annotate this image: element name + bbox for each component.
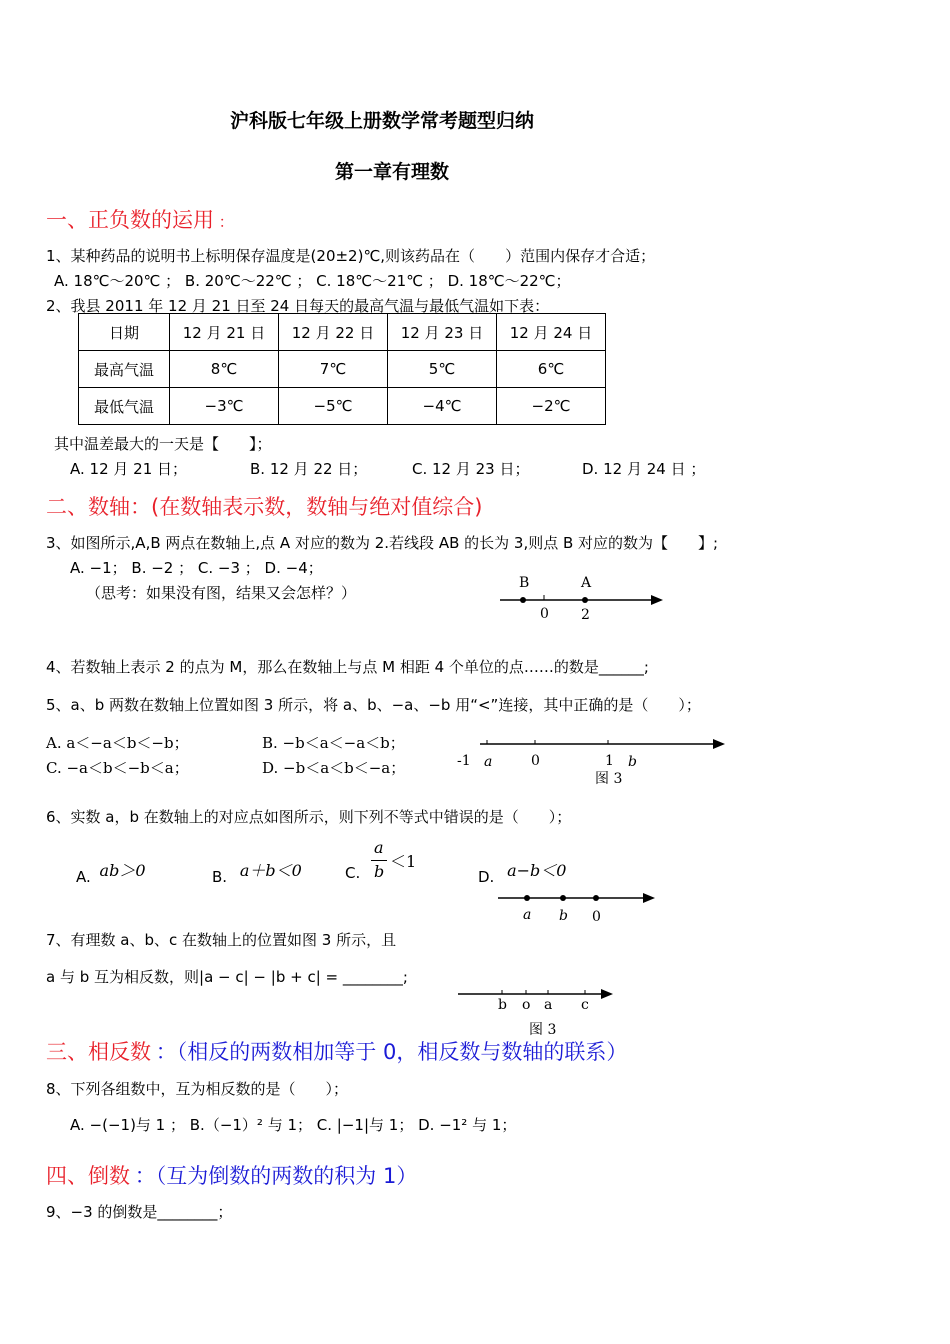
section-1-label: 一、正负数的运用 [46, 208, 214, 232]
q2-option-c: C. 12 月 23 日； [412, 460, 530, 478]
q6-option-c-denominator: b [374, 862, 385, 881]
q3-number-line [495, 572, 675, 632]
label-a: a [523, 907, 532, 923]
table-cell: 最高气温 [79, 351, 170, 388]
fig-caption: 图 3 [529, 1022, 557, 1038]
q8-options: A. −(−1)与 1 ； B.（−1）² 与 1； C. |−1|与 1； D. −1² 与 1； [70, 1116, 517, 1134]
q2-option-a: A. 12 月 21 日； [70, 460, 188, 478]
label-zero: 0 [531, 753, 540, 769]
table-cell: 12 月 24 日 [497, 314, 606, 351]
chapter-title: 第一章有理数 [335, 161, 450, 183]
q6-option-c-rest: ＜1 [390, 852, 417, 871]
q6-option-d [478, 861, 567, 887]
q3-stem: 3、如图所示,A,B 两点在数轴上,点 A 对应的数为 2.若线段 AB 的长为 3,则点 B 对应的数为【 】; [46, 534, 719, 552]
table-cell: 12 月 21 日 [170, 314, 279, 351]
point-a [524, 895, 530, 901]
table-cell: 日期 [79, 314, 170, 351]
table-cell: 最低气温 [79, 388, 170, 425]
label-b: B [519, 575, 530, 591]
table-cell: 12 月 23 日 [388, 314, 497, 351]
point-b [560, 895, 566, 901]
q7-line2: a 与 b 互为相反数，则|a − c| − |b + c| = ________; [46, 968, 408, 986]
q2-option-b: B. 12 月 22 日； [250, 460, 368, 478]
label-b: b [628, 754, 637, 770]
q5-stem: 5、a、b 两数在数轴上位置如图 3 所示，将 a、b、−a、−b 用“<”连接，其中正确的是（ ）； [46, 696, 701, 714]
table-cell: 6℃ [497, 351, 606, 388]
label-one: 1 [605, 753, 614, 769]
point-a [582, 597, 588, 603]
table-cell: 5℃ [388, 351, 497, 388]
table-cell: −5℃ [279, 388, 388, 425]
fig-caption: 图 3 [595, 771, 623, 787]
q3-think: （思考：如果没有图，结果又会怎样？） [86, 584, 357, 602]
label-b: b [559, 908, 568, 924]
section-3-label: 三、相反数 [46, 1040, 151, 1064]
q6-option-a [76, 861, 146, 887]
label-a: A [581, 575, 592, 591]
section-4-label: 四、倒数 [46, 1164, 130, 1188]
q5-option-a: A. a＜−a＜b＜−b； [46, 734, 189, 752]
section-4-heading [46, 1160, 417, 1190]
section-3-note: ：（相反的两数相加等于 0，相反数与数轴的联系） [155, 1040, 628, 1064]
section-1-heading [46, 204, 234, 234]
table-cell: −4℃ [388, 388, 497, 425]
label-c: c [581, 997, 589, 1013]
option-expr: ab＞0 [99, 861, 146, 880]
option-letter: B. [212, 868, 228, 886]
q6-stem: 6、实数 a，b 在数轴上的对应点如图所示，则下列不等式中错误的是（ ）； [46, 808, 572, 826]
arrow-head [601, 989, 613, 999]
q6-number-line [495, 886, 665, 926]
arrow-head [643, 893, 655, 903]
arrow-head [713, 739, 725, 749]
label-minus-one: -1 [457, 753, 471, 769]
point-zero [593, 895, 599, 901]
q5-option-c: C. −a＜b＜−b＜a； [46, 759, 189, 777]
q5-option-b: B. −b＜a＜−a＜b； [262, 734, 405, 752]
q4-stem: 4、若数轴上表示 2 的点为 M，那么在数轴上与点 M 相距 4 个单位的点……的数是______; [46, 658, 649, 676]
q5-number-line [455, 732, 735, 792]
fraction-bar [371, 860, 387, 861]
label-two: 2 [581, 607, 590, 623]
temperature-table [78, 313, 606, 425]
option-letter: A. [76, 868, 91, 886]
q1-stem: 1、某种药品的说明书上标明保存温度是(20±2)℃,则该药品在（ ）范围内保存才合适； [46, 247, 656, 265]
q7-stem: 7、有理数 a、b、c 在数轴上的位置如图 3 所示，且 [46, 931, 397, 949]
point-b [520, 597, 526, 603]
option-expr: a−b＜0 [507, 861, 567, 880]
table-cell: −2℃ [497, 388, 606, 425]
q2-stem: 2、我县 2011 年 12 月 21 日至 24 日每天的最高气温与最低气温如下表： [46, 297, 550, 315]
q2-ask: 其中温差最大的一天是【 】； [54, 435, 272, 453]
q3-options: A. −1； B. −2 ； C. −3 ； D. −4； [70, 559, 323, 577]
q6-option-b [212, 861, 302, 887]
q8-stem: 8、下列各组数中，互为相反数的是（ ）； [46, 1080, 349, 1098]
table-row [79, 314, 606, 351]
q5-option-d: D. −b＜a＜b＜−a； [262, 759, 406, 777]
label-b: b [498, 997, 507, 1013]
label-a: a [484, 754, 493, 770]
q7-number-line [455, 982, 625, 1042]
table-cell: 8℃ [170, 351, 279, 388]
q6-option-c-letter [345, 864, 360, 882]
section-3-heading [46, 1036, 627, 1066]
label-zero: 0 [592, 909, 601, 925]
option-letter: C. [345, 864, 361, 882]
page-title: 沪科版七年级上册数学常考题型归纳 [230, 110, 535, 132]
section-2-heading: 二、数轴：(在数轴表示数，数轴与绝对值综合) [46, 495, 483, 519]
q2-option-d: D. 12 月 24 日 ； [582, 460, 706, 478]
label-zero: 0 [540, 606, 549, 622]
section-4-note: ：（互为倒数的两数的积为 1） [134, 1164, 418, 1188]
option-letter: D. [478, 868, 495, 886]
label-o: o [522, 997, 531, 1013]
table-cell: 7℃ [279, 351, 388, 388]
q9-stem: 9、−3 的倒数是________； [46, 1203, 233, 1221]
q6-option-c-numerator: a [374, 838, 384, 857]
label-a: a [544, 997, 553, 1013]
arrow-head [651, 595, 663, 605]
option-expr: a＋b＜0 [239, 861, 302, 880]
table-cell: 12 月 22 日 [279, 314, 388, 351]
section-1-colon: ： [218, 213, 234, 231]
table-row [79, 351, 606, 388]
table-row [79, 388, 606, 425]
table-cell: −3℃ [170, 388, 279, 425]
q1-options: A. 18℃～20℃ ； B. 20℃～22℃ ； C. 18℃～21℃ ； D. 18℃～22℃； [54, 272, 571, 290]
